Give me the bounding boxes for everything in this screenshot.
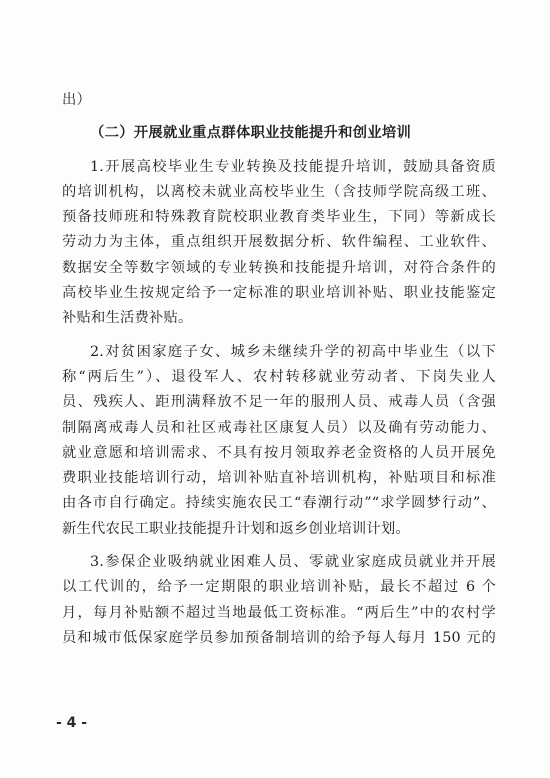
section-heading: （二）开展就业重点群体职业技能提升和创业培训 bbox=[90, 125, 412, 142]
paragraph-line: 的培训机构，以离校未就业高校毕业生（含技师学院高级工班、 bbox=[62, 183, 496, 200]
paragraph-line: 员和城市低保家庭学员参加预备制培训的给予每人每月 150 元的 bbox=[62, 629, 496, 646]
paragraph-line: 以工代训的，给予一定期限的职业培训补贴，最长不超过 6 个 bbox=[62, 579, 496, 596]
paragraph-line: 2.对贫困家庭子女、城乡未继续升学的初高中毕业生（以下 bbox=[90, 343, 496, 360]
paragraph-line: 劳动力为主体，重点组织开展数据分析、软件编程、工业软件、 bbox=[62, 234, 496, 251]
continued-fragment: 出） bbox=[62, 92, 91, 108]
paragraph-line: 由各市自行确定。持续实施农民工“春潮行动”“求学圆梦行动”、 bbox=[62, 495, 496, 512]
paragraph bbox=[62, 340, 496, 542]
paragraph-line: 数据安全等数字领域的专业转换和技能提升培训，对符合条件的 bbox=[62, 259, 496, 276]
paragraph-line: 预备技师班和特殊教育院校职业教育类毕业生，下同）等新成长 bbox=[62, 209, 496, 226]
paragraph-line: 高校毕业生按规定给予一定标准的职业培训补贴、职业技能鉴定 bbox=[62, 285, 496, 302]
paragraph-line: 月，每月补贴额不超过当地最低工资标准。“两后生”中的农村学 bbox=[62, 604, 496, 621]
paragraph bbox=[62, 155, 496, 332]
page-number: - 4 - bbox=[56, 715, 88, 731]
paragraph bbox=[62, 550, 496, 651]
paragraph-line: 费职业技能培训行动，培训补贴直补培训机构，补贴项目和标准 bbox=[62, 470, 496, 487]
paragraph-line: 新生代农民工职业技能提升计划和返乡创业培训计划。 bbox=[62, 520, 410, 537]
paragraph-list bbox=[62, 155, 496, 652]
paragraph-line: 制隔离戒毒人员和社区戒毒社区康复人员）以及确有劳动能力、 bbox=[62, 419, 496, 436]
paragraph-line: 称“两后生”）、退役军人、农村转移就业劳动者、下岗失业人 bbox=[62, 368, 496, 385]
paragraph-line: 员、残疾人、距刑满释放不足一年的服刑人员、戒毒人员（含强 bbox=[62, 394, 496, 411]
document-body bbox=[62, 88, 496, 651]
paragraph-line: 1.开展高校毕业生专业转换及技能提升培训，鼓励具备资质 bbox=[90, 158, 496, 175]
paragraph-line: 3.参保企业吸纳就业困难人员、零就业家庭成员就业并开展 bbox=[90, 554, 496, 571]
paragraph-line: 补贴和生活费补贴。 bbox=[62, 310, 193, 327]
paragraph-line: 就业意愿和培训需求、不具有按月领取养老金资格的人员开展免 bbox=[62, 444, 496, 461]
